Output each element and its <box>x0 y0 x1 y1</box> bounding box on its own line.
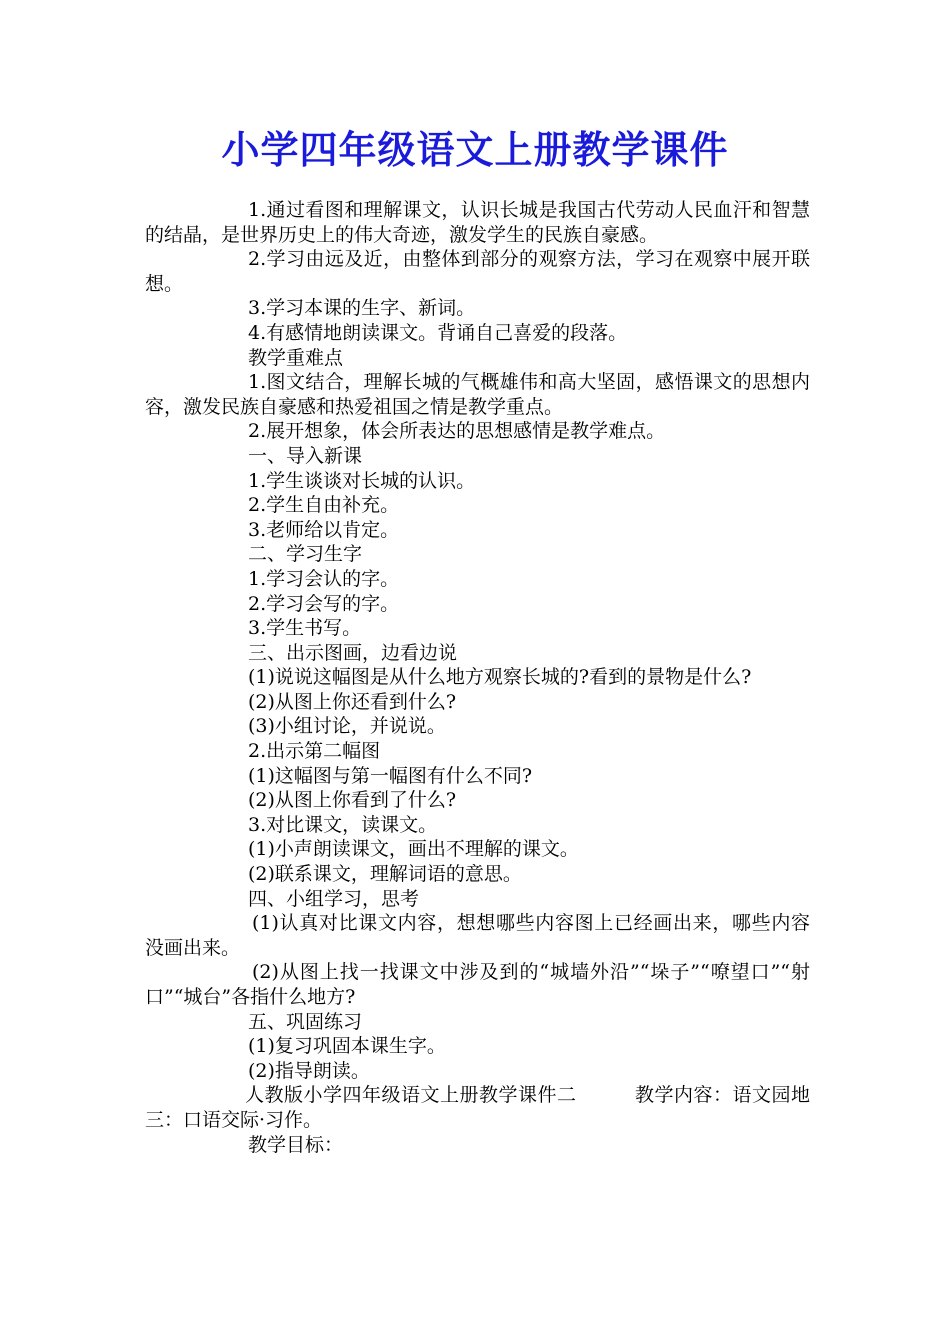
paragraph: (2)从图上你看到了什么? <box>248 789 457 812</box>
section-heading: 二、学习生字 <box>248 543 363 566</box>
section-heading: 教学重难点 <box>248 346 344 369</box>
paragraph: 1.学习会认的字。 <box>248 567 400 590</box>
section-heading: 一、导入新课 <box>248 444 363 467</box>
paragraph: (1)说说这幅图是从什么地方观察长城的?看到的景物是什么? <box>248 666 752 689</box>
paragraph: 2.学习由远及近，由整体到部分的观察方法，学习在观察中展开联想。 <box>145 248 810 295</box>
paragraph: (1)复习巩固本课生字。 <box>248 1035 446 1058</box>
paragraph: 2.展开想象，体会所表达的思想感情是教学难点。 <box>248 420 666 443</box>
paragraph: 2.学习会写的字。 <box>248 592 400 615</box>
paragraph: 1.图文结合，理解长城的气概雄伟和高大坚固，感悟课文的思想内容，激发民族自豪感和热爱祖国之情是教学重点。 <box>145 371 810 418</box>
section-heading: 教学目标： <box>248 1133 344 1156</box>
paragraph: 人教版小学四年级语文上册教学课件二 教学内容：语文园地三：口语交际·习作。 <box>145 1084 810 1131</box>
paragraph: 3.老师给以肯定。 <box>248 518 400 541</box>
section-heading: 三、出示图画，边看边说 <box>248 641 458 664</box>
section-heading: 四、小组学习，思考 <box>248 887 420 910</box>
document-body <box>145 198 810 1157</box>
paragraph: (2)指导朗读。 <box>248 1059 370 1082</box>
paragraph: (2)从图上你还看到什么? <box>248 690 457 713</box>
paragraph: (1)小声朗读课文，画出不理解的课文。 <box>248 838 579 861</box>
paragraph: (1)这幅图与第一幅图有什么不同? <box>248 764 533 787</box>
paragraph: 4.有感情地朗读课文。背诵自己喜爱的段落。 <box>248 321 628 344</box>
paragraph: 1.通过看图和理解课文，认识长城是我国古代劳动人民血汗和智慧的结晶，是世界历史上的伟大奇迹，激发学生的民族自豪感。 <box>145 199 810 246</box>
section-heading: 五、巩固练习 <box>248 1010 363 1033</box>
paragraph: (1)认真对比课文内容，想想哪些内容图上已经画出来，哪些内容没画出来。 <box>145 912 810 959</box>
paragraph: 3.学习本课的生字、新词。 <box>248 297 476 320</box>
page-title: 小学四年级语文上册教学课件 <box>221 128 729 172</box>
paragraph: (2)从图上找一找课文中涉及到的“城墙外沿”“垛子”“嘹望口”“射口”“城台”各指什么地方? <box>145 961 810 1008</box>
paragraph: 3.对比课文，读课文。 <box>248 813 438 836</box>
paragraph: 1.学生谈谈对长城的认识。 <box>248 469 476 492</box>
paragraph: (3)小组讨论，并说说。 <box>248 715 446 738</box>
paragraph: 2.出示第二幅图 <box>248 740 381 763</box>
paragraph: (2)联系课文，理解词语的意思。 <box>248 863 522 886</box>
paragraph: 3.学生书写。 <box>248 617 362 640</box>
paragraph: 2.学生自由补充。 <box>248 494 400 517</box>
